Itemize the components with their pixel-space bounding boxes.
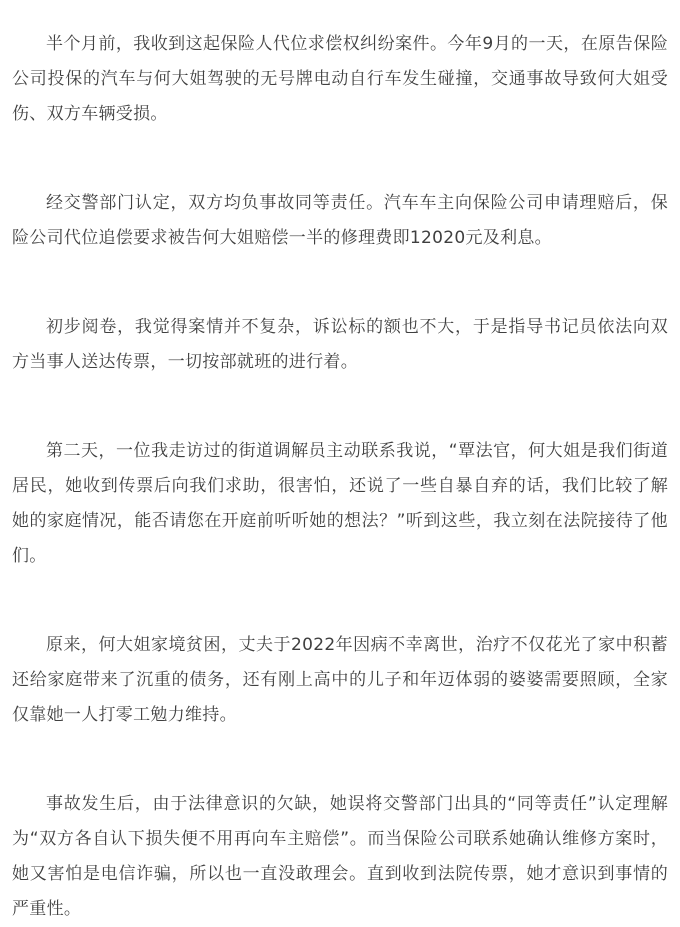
paragraph-family-background: 原来，何大姐家境贫困，丈夫于2022年因病不幸离世，治疗不仅花光了家中积蓄还给家庭带来了沉重的债务，还有刚上高中的儿子和年迈体弱的婆婆需要照顾，全家仅靠她一人打零工勉力维持。 xyxy=(12,635,668,725)
paragraph-misunderstanding: 事故发生后，由于法律意识的欠缺，她误将交警部门出具的“同等责任”认定理解为“双方各自认下损失便不用再向车主赔偿”。而当保险公司联系她确认维修方案时，她又害怕是电信诈骗，所以也一直没敢理会。直到收到法院传票，她才意识到事情的严重性。 xyxy=(12,794,668,919)
paragraph-liability: 经交警部门认定，双方均负事故同等责任。汽车车主向保险公司申请理赔后，保险公司代位追偿要求被告何大姐赔偿一半的修理费即12020元及利息。 xyxy=(12,193,668,248)
paragraph-mediator-call: 第二天，一位我走访过的街道调解员主动联系我说，“覃法官，何大姐是我们街道居民，她收到传票后向我们求助，很害怕，还说了一些自暴自弃的话，我们比较了解她的家庭情况，能否请您在开庭前听听她的想法？”听到这些，我立刻在法院接待了他们。 xyxy=(12,441,668,566)
paragraph-initial-review: 初步阅卷，我觉得案情并不复杂，诉讼标的额也不大，于是指导书记员依法向双方当事人送达传票，一切按部就班的进行着。 xyxy=(12,317,668,372)
paragraph-case-intro: 半个月前，我收到这起保险人代位求偿权纠纷案件。今年9月的一天，在原告保险公司投保的汽车与何大姐驾驶的无号牌电动自行车发生碰撞，交通事故导致何大姐受伤、双方车辆受损。 xyxy=(12,34,668,124)
